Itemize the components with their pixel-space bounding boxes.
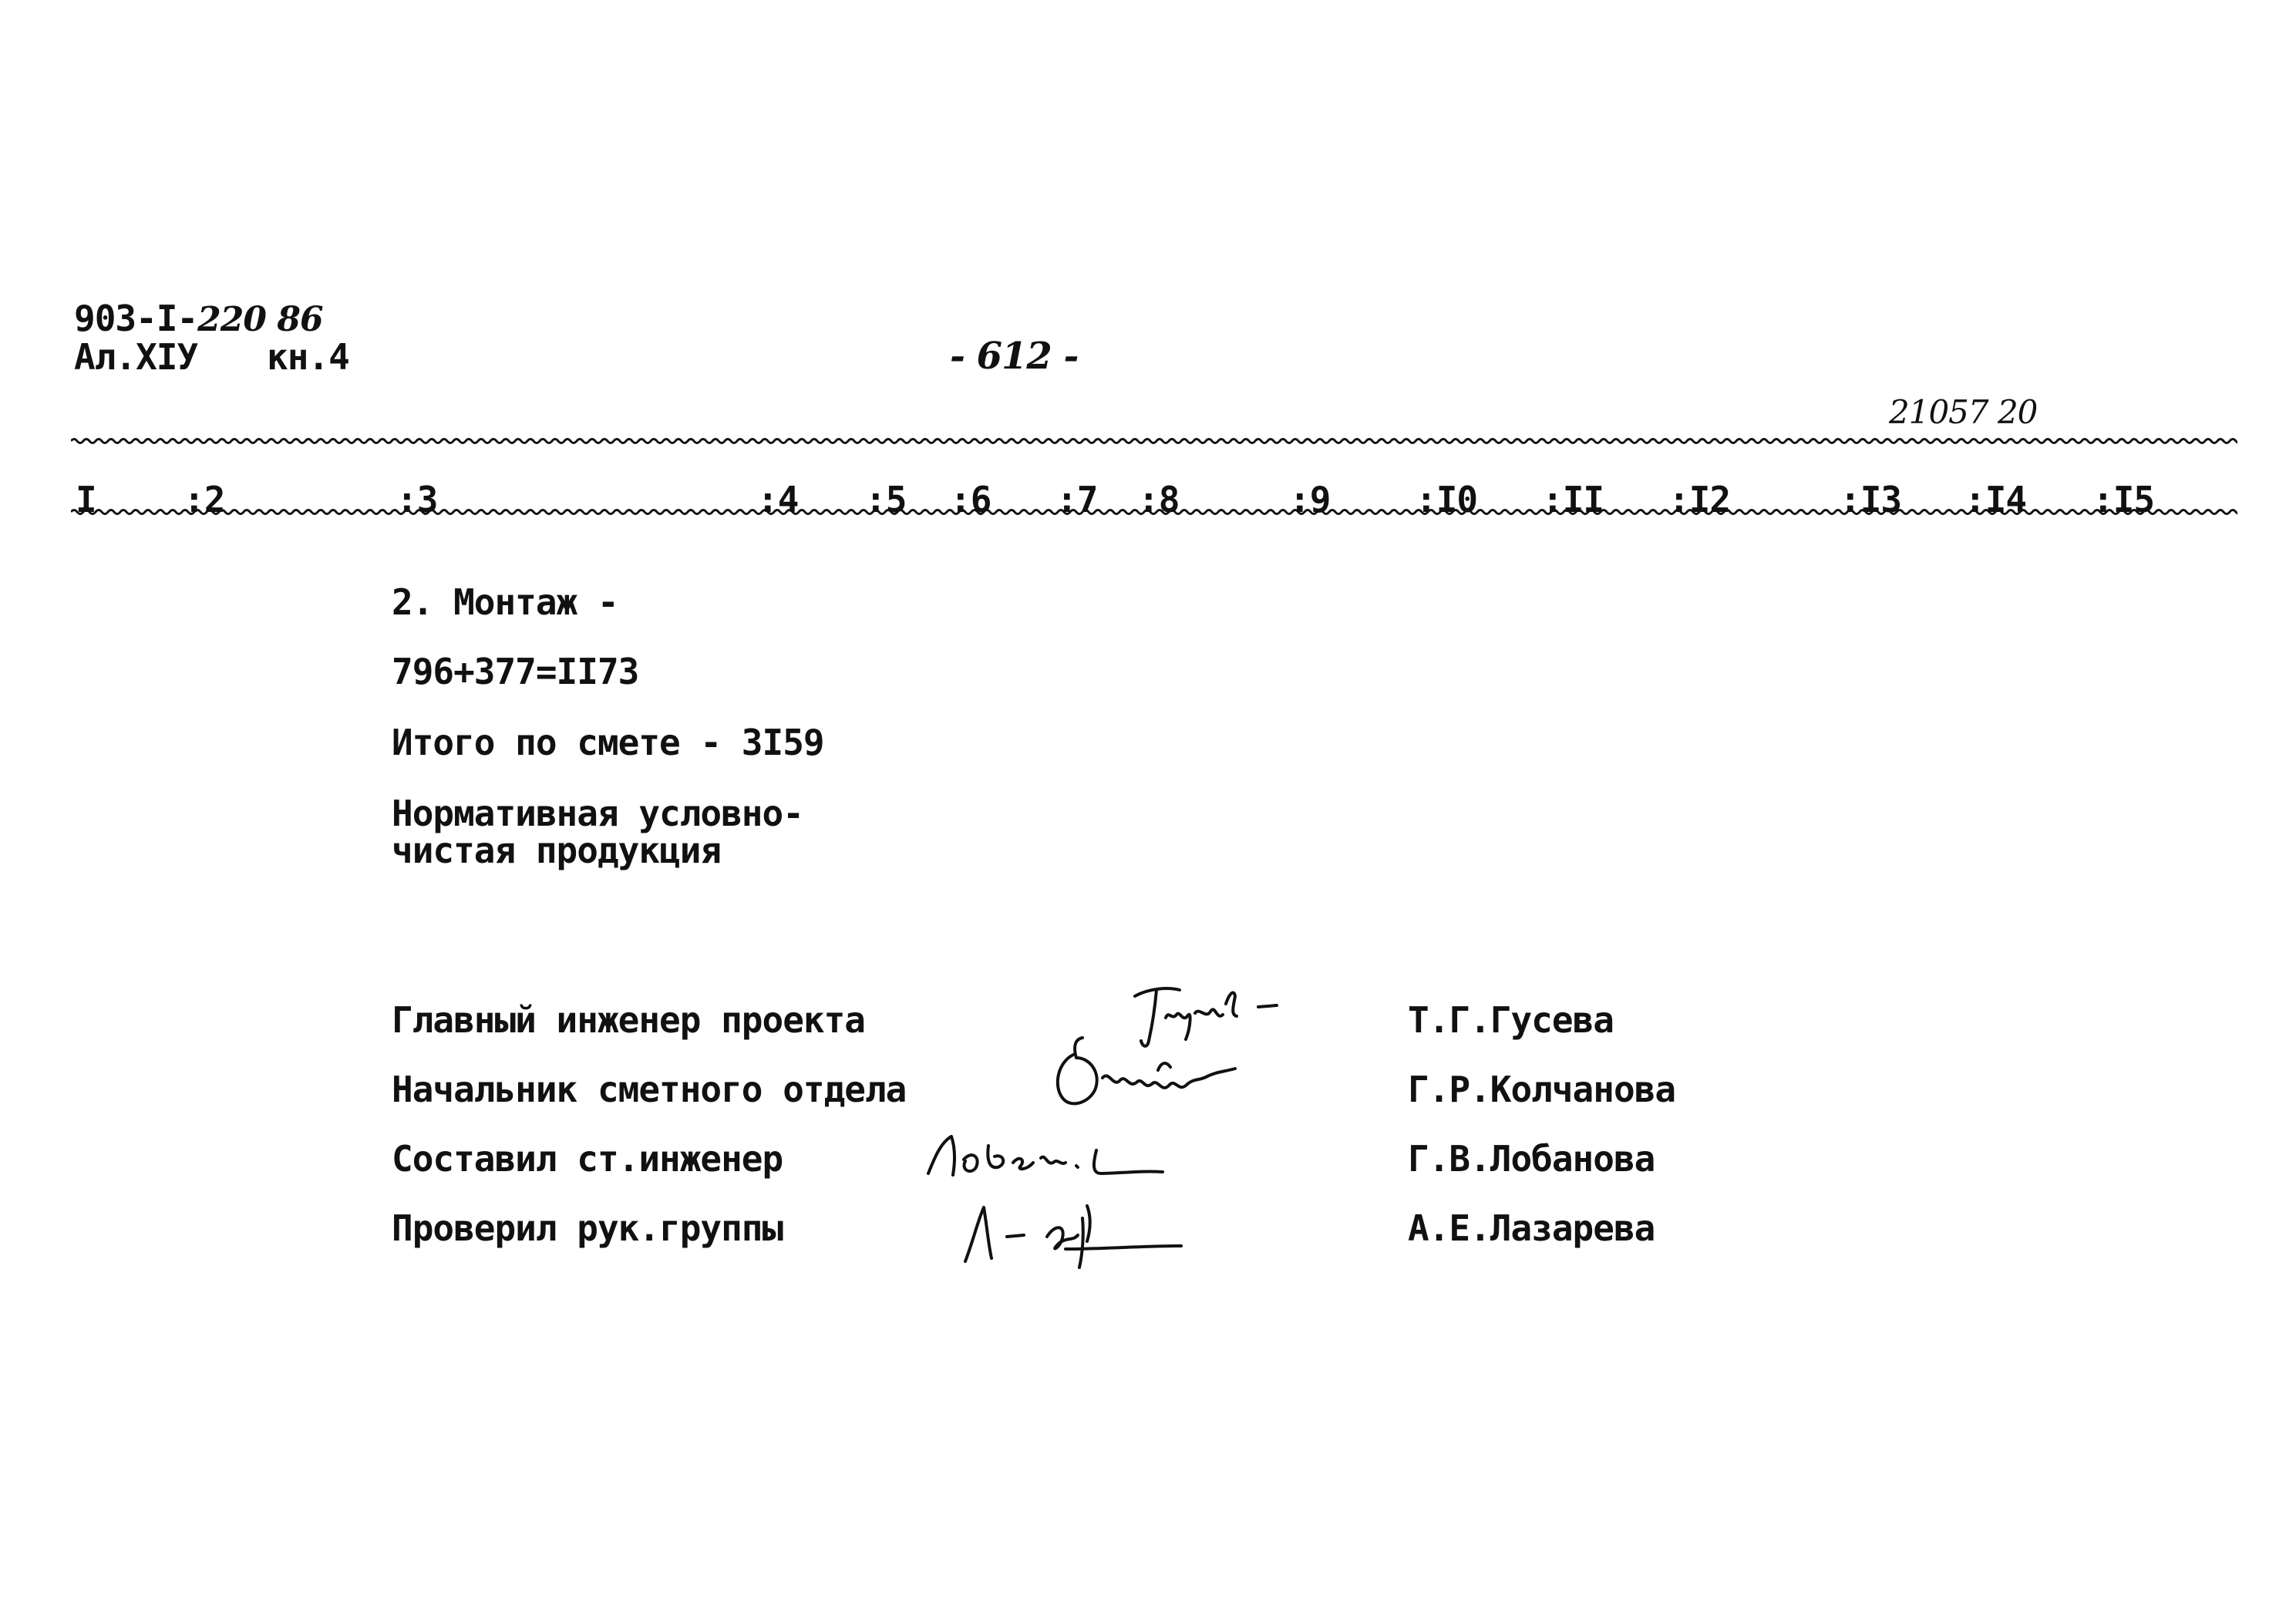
column-number: :I3 [1840, 479, 1902, 520]
mounting-line: 2. Монтаж - [392, 581, 618, 623]
book-label: кн.4 [267, 336, 349, 378]
signature-lazareva [950, 1187, 1197, 1280]
signatory-name: Г.В.Лобанова [1408, 1138, 1655, 1180]
column-number: :4 [757, 479, 799, 520]
column-number: :3 [396, 479, 438, 520]
normative-product-line-1: Нормативная условно- [392, 793, 803, 834]
document-code-printed: 903-I- [74, 298, 198, 339]
column-number: :II [1542, 479, 1604, 520]
signature-kolchanova [1042, 1024, 1258, 1132]
normative-product-line-2: чистая продукция [392, 830, 722, 871]
signature-role: Главный инженер проекта [392, 999, 865, 1041]
signatory-name: А.Е.Лазарева [1408, 1207, 1655, 1249]
column-number: :7 [1056, 479, 1098, 520]
column-number: :I2 [1668, 479, 1731, 520]
column-number: :I0 [1416, 479, 1478, 520]
page-number: - 612 - [950, 335, 1079, 378]
column-number: I [76, 479, 96, 520]
top-wavy-rule [71, 433, 2237, 449]
album-label: Ал.XIУ [74, 336, 198, 378]
column-number: :I4 [1964, 479, 2027, 520]
document-code-handwritten: 220 86 [197, 300, 323, 339]
stamp-number: 21057 20 [1889, 393, 2038, 431]
signature-role: Составил ст.инженер [392, 1138, 783, 1180]
column-number: :8 [1138, 479, 1180, 520]
signature-lobanova [917, 1119, 1180, 1189]
column-number: :5 [865, 479, 907, 520]
estimate-total-line: Итого по смете - 3I59 [392, 722, 824, 763]
signatory-name: Т.Г.Гусева [1408, 999, 1614, 1041]
signature-role: Проверил рук.группы [392, 1207, 783, 1249]
signature-role: Начальник сметного отдела [392, 1069, 907, 1110]
column-number: :2 [183, 479, 225, 520]
column-number: :6 [950, 479, 991, 520]
signatory-name: Г.Р.Колчанова [1408, 1069, 1676, 1110]
column-number: :I5 [2092, 479, 2155, 520]
mounting-sum-line: 796+377=II73 [392, 651, 639, 692]
document-code [74, 298, 323, 339]
column-number: :9 [1289, 479, 1331, 520]
